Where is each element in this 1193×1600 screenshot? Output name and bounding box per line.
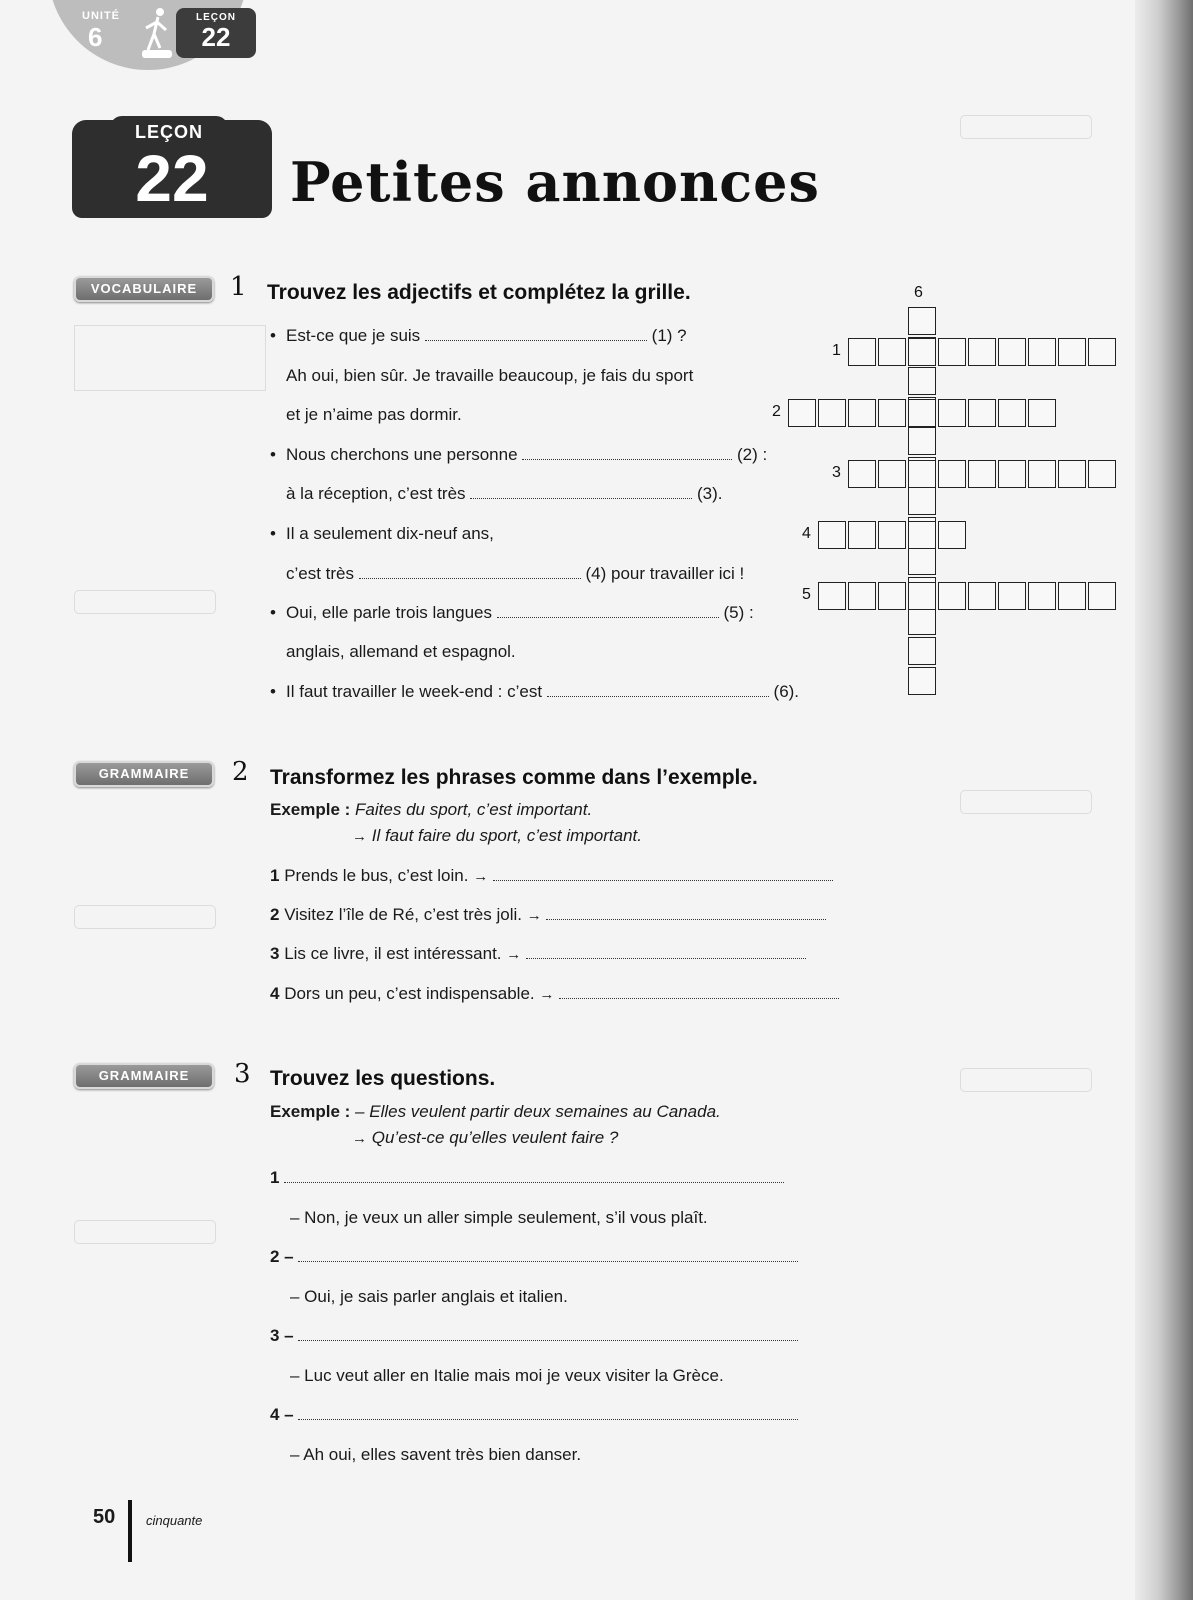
crossword-cell[interactable] (938, 521, 966, 549)
page-spine-shadow (1135, 0, 1193, 1600)
crossword-cell[interactable] (1088, 582, 1116, 610)
answer-blank[interactable] (546, 907, 826, 920)
blank-5[interactable] (497, 605, 719, 618)
example-answer (352, 826, 642, 846)
crossword-cell[interactable] (1088, 338, 1116, 366)
crossword-number: 3 (832, 464, 841, 481)
exercise-title: Trouvez les questions. (270, 1067, 496, 1090)
item-number: 4 – (270, 1405, 294, 1424)
example-line (270, 800, 592, 820)
arrow-icon: → (526, 907, 542, 924)
example-text: – Elles veulent partir deux semaines au Canada. (355, 1102, 721, 1121)
crossword-cell[interactable] (908, 667, 936, 695)
statement-text: et je n’aime pas dormir. (286, 405, 462, 424)
crossword-number: 2 (772, 403, 781, 420)
walking-person-icon (138, 6, 178, 62)
statement-text: Est-ce que je suis (286, 326, 421, 345)
crossword-cell[interactable] (968, 460, 996, 488)
crossword-cell[interactable] (908, 427, 936, 455)
blank-ref: (1) ? (651, 326, 687, 345)
crossword-cell[interactable] (878, 582, 906, 610)
blank-ref: (5) : (723, 603, 754, 622)
statement-1 (286, 326, 687, 346)
statement-4: • Il a seulement dix-neuf ans, (286, 524, 494, 544)
crossword-cell[interactable] (998, 582, 1026, 610)
crossword-cell[interactable] (938, 460, 966, 488)
blank-6[interactable] (547, 684, 769, 697)
page-title: Petites annonces (290, 150, 820, 214)
lesson-corner-box (176, 8, 256, 58)
unit-label: UNITÉ (82, 10, 120, 22)
crossword-cell[interactable] (908, 547, 936, 575)
statement-text: Oui, elle parle trois langues (286, 603, 493, 622)
exercise-title: Trouvez les adjectifs et complétez la grille. (267, 281, 691, 304)
crossword-cell[interactable] (938, 338, 966, 366)
exercise-number: 2 (232, 757, 249, 787)
example-label: Exemple : (270, 1102, 351, 1121)
blank-4[interactable] (359, 566, 581, 579)
arrow-icon: → (352, 1130, 367, 1147)
crossword-cell[interactable] (908, 338, 936, 366)
example-answer (352, 1128, 618, 1148)
question-blank[interactable] (298, 1407, 798, 1420)
item-text: Prends le bus, c’est loin. (284, 866, 469, 885)
example-answer-text: Il faut faire du sport, c’est important. (371, 826, 642, 845)
item-number: 3 (270, 944, 280, 963)
blank-ref: (3). (697, 484, 723, 503)
crossword-cell[interactable] (908, 367, 936, 395)
page-number-word: cinquante (146, 1513, 203, 1528)
exercise-number: 1 (230, 272, 247, 302)
arrow-icon: → (473, 868, 489, 885)
crossword-cell[interactable] (848, 460, 876, 488)
item-number: 1 (270, 1168, 280, 1187)
statement-6 (286, 682, 799, 702)
statement-text: Nous cherchons une personne (286, 445, 518, 464)
lesson-tab-label: LEÇON (135, 122, 203, 142)
arrow-icon: → (506, 946, 522, 963)
crossword-cell[interactable] (908, 399, 936, 427)
crossword-cell[interactable] (908, 460, 936, 488)
item-text: Lis ce livre, il est intéressant. (284, 944, 502, 963)
category-badge-vocabulaire: VOCABULAIRE (74, 276, 214, 302)
crossword-cell[interactable] (848, 582, 876, 610)
crossword-cell[interactable] (998, 399, 1026, 427)
transform-item (270, 866, 833, 886)
crossword-cell[interactable] (878, 399, 906, 427)
crossword-cell[interactable] (818, 582, 846, 610)
crossword-cell[interactable] (818, 399, 846, 427)
transform-item (270, 944, 806, 964)
crossword-cell[interactable] (1028, 582, 1056, 610)
crossword-cell[interactable] (938, 399, 966, 427)
crossword-cell[interactable] (998, 460, 1026, 488)
example-answer-text: Qu’est-ce qu’elles veulent faire ? (371, 1128, 619, 1147)
crossword-cell[interactable] (1028, 460, 1056, 488)
answer-blank[interactable] (559, 986, 839, 999)
arrow-icon: → (352, 828, 367, 845)
crossword-cell[interactable] (968, 399, 996, 427)
crossword-cell[interactable] (908, 582, 936, 610)
item-number: 1 (270, 866, 280, 885)
question-line (270, 1247, 798, 1267)
item-number: 2 – (270, 1247, 294, 1266)
question-blank[interactable] (298, 1328, 798, 1341)
unit-number: 6 (88, 22, 103, 52)
exercise-title: Transformez les phrases comme dans l’exemple. (270, 766, 758, 789)
question-blank[interactable] (298, 1249, 798, 1262)
crossword-cell[interactable] (878, 460, 906, 488)
blank-ref: (2) : (737, 445, 768, 464)
transform-item (270, 905, 826, 925)
statement-text: Ah oui, bien sûr. Je travaille beaucoup, je fais du sport (286, 366, 694, 385)
crossword-cell[interactable] (818, 521, 846, 549)
statement-2 (286, 445, 767, 465)
statement-5 (286, 603, 754, 623)
crossword-cell[interactable] (1088, 460, 1116, 488)
category-badge-grammaire: GRAMMAIRE (74, 761, 214, 787)
item-text: Visitez l’île de Ré, c’est très joli. (284, 905, 522, 924)
crossword-cell[interactable] (848, 338, 876, 366)
crossword-number: 5 (802, 586, 811, 603)
arrow-icon: → (539, 986, 555, 1003)
crossword-cell[interactable] (1058, 582, 1086, 610)
category-badge-grammaire: GRAMMAIRE (74, 1063, 214, 1089)
answer-line: – Luc veut aller en Italie mais moi je veux visiter la Grèce. (290, 1366, 724, 1385)
item-number: 3 – (270, 1326, 294, 1345)
question-line (270, 1168, 784, 1188)
crossword-cell[interactable] (908, 637, 936, 665)
statement-text: Il faut travailler le week-end : c’est (286, 682, 543, 701)
question-blank[interactable] (284, 1170, 784, 1183)
lesson-corner-number: 22 (201, 22, 231, 52)
example-text: Faites du sport, c’est important. (355, 800, 593, 819)
statement-text: c’est très (286, 564, 355, 583)
crossword-cell[interactable] (908, 521, 936, 549)
crossword-number: 4 (802, 525, 811, 542)
crossword-cell[interactable] (1028, 399, 1056, 427)
crossword-cell[interactable] (908, 487, 936, 515)
answer-blank[interactable] (493, 868, 833, 881)
crossword-cell[interactable] (908, 607, 936, 635)
statement-3 (286, 484, 723, 504)
answer-line: – Ah oui, elles savent très bien danser. (290, 1445, 582, 1464)
answer-blank[interactable] (526, 946, 806, 959)
crossword-cell[interactable] (848, 521, 876, 549)
item-number: 2 (270, 905, 280, 924)
crossword-cell[interactable] (1058, 460, 1086, 488)
crossword-cell[interactable] (878, 521, 906, 549)
exercise-number: 3 (234, 1059, 251, 1089)
crossword-cell[interactable] (968, 582, 996, 610)
question-line (270, 1326, 798, 1346)
crossword-cell[interactable] (938, 582, 966, 610)
item-text: Dors un peu, c’est indispensable. (284, 984, 535, 1003)
blank-ref: (4) pour travailler ici ! (585, 564, 745, 583)
question-line (270, 1405, 798, 1425)
blank-3[interactable] (470, 486, 692, 499)
crossword-cell[interactable] (908, 307, 936, 335)
blank-2[interactable] (522, 447, 732, 460)
crossword-number: 1 (832, 342, 841, 359)
item-number: 4 (270, 984, 280, 1003)
crossword-cell[interactable] (848, 399, 876, 427)
crossword-cell[interactable] (998, 338, 1026, 366)
lesson-tab-number: 22 (135, 141, 209, 215)
page-number: 50 (93, 1506, 116, 1528)
blank-1[interactable] (425, 328, 647, 341)
statement-4-cont (286, 564, 744, 584)
crossword-cell[interactable] (968, 338, 996, 366)
page-number-bar (128, 1500, 132, 1562)
example-label: Exemple : (270, 800, 351, 819)
example-line (270, 1102, 721, 1122)
crossword-cell[interactable] (1028, 338, 1056, 366)
answer-line: – Non, je veux un aller simple seulement, s’il vous plaît. (290, 1208, 708, 1227)
statement-text: anglais, allemand et espagnol. (286, 642, 516, 661)
transform-item (270, 984, 839, 1004)
statement-text: à la réception, c’est très (286, 484, 466, 503)
answer-line: – Oui, je sais parler anglais et italien. (290, 1287, 568, 1306)
crossword-cell[interactable] (1058, 338, 1086, 366)
crossword-number: 6 (914, 284, 923, 301)
lesson-corner-label: LEÇON (196, 12, 236, 23)
crossword-cell[interactable] (878, 338, 906, 366)
crossword-cell[interactable] (788, 399, 816, 427)
blank-ref: (6). (773, 682, 800, 701)
